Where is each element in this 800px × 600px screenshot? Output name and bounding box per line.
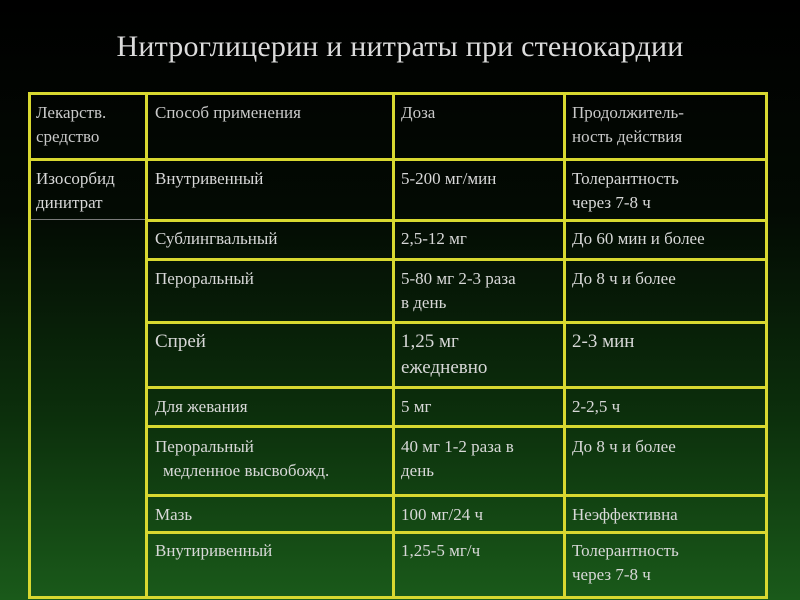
table-header-divider [28, 158, 768, 161]
table-row-divider [145, 258, 768, 261]
table-row-6-dose [401, 435, 561, 483]
table-row-divider [145, 425, 768, 428]
header-duration-line2: ность действия [572, 127, 683, 146]
table-row-1-dose: 5-200 мг/мин [401, 169, 497, 188]
table-row-8-duration-line1: Толерантность [572, 541, 679, 560]
table-row-1-duration [572, 167, 762, 215]
table-row-6-duration: До 8 ч и более [572, 437, 676, 456]
table-row-8-method: Внутиривенный [155, 541, 273, 560]
table-row-2-duration: До 60 мин и более [572, 229, 705, 248]
table-row-6-method-line2: медленное высвобожд. [163, 461, 330, 480]
table-row-4-dose-line1: 1,25 мг [401, 331, 459, 352]
table-row-4-dose-line2: ежедневно [401, 357, 488, 378]
table-row-3-dose-line1: 5-80 мг 2-3 раза [401, 269, 516, 288]
table-row-1-duration-line2: через 7-8 ч [572, 193, 651, 212]
table-row-3-dose [401, 267, 561, 315]
table-row-7-method: Мазь [155, 505, 193, 524]
table-row-4-method: Спрей [155, 331, 206, 352]
table-row-divider [145, 386, 768, 389]
table-row-6-method [155, 435, 390, 483]
header-drug-line2: средство [36, 127, 100, 146]
table-row-5-duration: 2-2,5 ч [572, 397, 621, 416]
drug-name-line1: Изосорбид [36, 169, 115, 188]
header-duration [572, 101, 762, 149]
slide-title: Нитроглицерин и нитраты при стенокардии [116, 30, 684, 63]
table-row-8-dose: 1,25-5 мг/ч [401, 541, 481, 560]
header-drug [36, 101, 144, 149]
table-row-1-duration-line1: Толерантность [572, 169, 679, 188]
table-row-6-method-line1: Пероральный [155, 437, 254, 456]
table-row-3-dose-line2: в день [401, 293, 447, 312]
table-row-2-dose: 2,5-12 мг [401, 229, 467, 248]
table-row-divider [145, 494, 768, 497]
table-row-3-method: Пероральный [155, 269, 254, 288]
header-method: Способ применения [155, 103, 301, 122]
table-row-divider [145, 531, 768, 534]
table-row-2-method: Сублингвальный [155, 229, 278, 248]
drug-name [36, 167, 144, 215]
table-border-left [28, 92, 31, 599]
table-border-right [765, 92, 768, 599]
table-row-1-method: Внутривенный [155, 169, 264, 188]
drug-cell-underline [31, 219, 145, 220]
table-row-8-duration-line2: через 7-8 ч [572, 565, 651, 584]
table-col-divider [392, 92, 395, 599]
header-duration-line1: Продолжитель- [572, 103, 684, 122]
table-row-divider [145, 321, 768, 324]
header-drug-line1: Лекарств. [36, 103, 107, 122]
table-row-5-method: Для жевания [155, 397, 248, 416]
table-col-divider [563, 92, 566, 599]
table-col-divider [145, 92, 148, 599]
table-row-6-dose-line2: день [401, 461, 435, 480]
table-row-7-dose: 100 мг/24 ч [401, 505, 484, 524]
header-dose: Доза [401, 103, 436, 122]
table-row-7-duration: Неэффективна [572, 505, 678, 524]
table-row-6-dose-line1: 40 мг 1-2 раза в [401, 437, 514, 456]
table-row-4-dose [401, 329, 561, 381]
table-row-5-dose: 5 мг [401, 397, 432, 416]
table-border-bottom [28, 596, 768, 599]
table-row-3-duration: До 8 ч и более [572, 269, 676, 288]
table-border-top [28, 92, 768, 95]
table-row-8-duration [572, 539, 762, 587]
table-row-divider [145, 219, 768, 222]
drug-name-line2: динитрат [36, 193, 103, 212]
table-row-4-duration: 2-3 мин [572, 331, 635, 352]
